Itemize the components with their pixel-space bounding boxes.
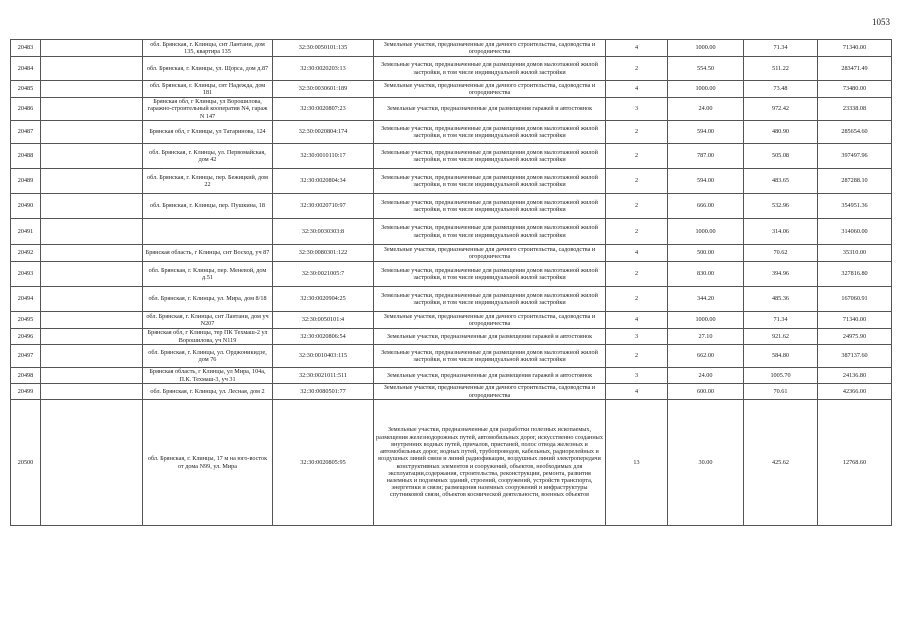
blank-cell — [41, 169, 143, 194]
cadastral-value-cell: 283471.49 — [818, 57, 892, 81]
blank-cell — [41, 194, 143, 219]
blank-cell — [41, 245, 143, 262]
cadastral-value-cell: 23338.08 — [818, 98, 892, 121]
land-use-cell: Земельные участки, предназначенные для размещения гаражей и автостоянок — [374, 98, 606, 121]
row-number: 20489 — [11, 169, 41, 194]
land-use-cell: Земельные участки, предназначенные для размещения домов малоэтажной жилой застройки, в том числе индивидуальной жилой застройки — [374, 262, 606, 287]
table-row — [11, 400, 892, 526]
group-cell: 2 — [606, 287, 668, 312]
address-cell: обл. Брянская, г. Клинцы, ул. Первомайская, дом 42 — [143, 144, 273, 169]
cadastral-value-cell: 24975.90 — [818, 329, 892, 345]
blank-cell — [41, 121, 143, 144]
area-cell: 594.00 — [668, 121, 744, 144]
row-number: 20486 — [11, 98, 41, 121]
address-cell: обл. Брянская, г. Клинцы, ул. Щорса, дом д.87 — [143, 57, 273, 81]
group-cell: 4 — [606, 81, 668, 98]
area-cell: 594.00 — [668, 169, 744, 194]
page-number: 1053 — [872, 17, 890, 27]
cadastral-number-cell: 32:30:0010110:17 — [273, 144, 374, 169]
area-cell: 1000.00 — [668, 219, 744, 245]
address-cell: обл. Брянская, г. Клинцы, снт Лантани, дом уч N207 — [143, 312, 273, 329]
address-cell: обл. Брянская, г. Клинцы, ул. Лесная, дом 2 — [143, 384, 273, 400]
specific-value-cell: 972.42 — [744, 98, 818, 121]
area-cell: 30.00 — [668, 400, 744, 526]
specific-value-cell: 1005.70 — [744, 368, 818, 384]
cadastral-number-cell: 32:30:0080301:122 — [273, 245, 374, 262]
cadastral-value-cell: 12768.60 — [818, 400, 892, 526]
group-cell: 4 — [606, 384, 668, 400]
specific-value-cell: 511.22 — [744, 57, 818, 81]
address-cell — [143, 219, 273, 245]
specific-value-cell: 480.90 — [744, 121, 818, 144]
address-cell: Брянская область, г Клинцы, снт Восход, уч 87 — [143, 245, 273, 262]
area-cell: 344.20 — [668, 287, 744, 312]
cadastral-value-table — [10, 39, 892, 526]
land-use-cell: Земельные участки, предназначенные для размещения домов малоэтажной жилой застройки, в том числе индивидуальной жилой застройки — [374, 57, 606, 81]
address-cell: обл. Брянская, г. Клинцы, ул. Мира, дом 8/18 — [143, 287, 273, 312]
specific-value-cell: 485.36 — [744, 287, 818, 312]
cadastral-number-cell: 32:30:0080501:77 — [273, 384, 374, 400]
cadastral-number-cell: 32:30:0020804:174 — [273, 121, 374, 144]
group-cell: 3 — [606, 329, 668, 345]
land-use-cell: Земельные участки, предназначенные для дачного строительства, садоводства и огородничества — [374, 40, 606, 57]
group-cell: 2 — [606, 345, 668, 368]
group-cell: 2 — [606, 144, 668, 169]
blank-cell — [41, 329, 143, 345]
specific-value-cell: 584.80 — [744, 345, 818, 368]
row-number: 20500 — [11, 400, 41, 526]
row-number: 20485 — [11, 81, 41, 98]
blank-cell — [41, 144, 143, 169]
blank-cell — [41, 312, 143, 329]
land-use-cell: Земельные участки, предназначенные для размещения домов малоэтажной жилой застройки, в том числе индивидуальной жилой застройки — [374, 287, 606, 312]
cadastral-number-cell: 32:30:0030601:189 — [273, 81, 374, 98]
area-cell: 662.00 — [668, 345, 744, 368]
specific-value-cell: 505.08 — [744, 144, 818, 169]
cadastral-value-cell: 387137.60 — [818, 345, 892, 368]
land-use-cell: Земельные участки, предназначенные для дачного строительства, садоводства и огородничества — [374, 312, 606, 329]
area-cell: 787.00 — [668, 144, 744, 169]
row-number: 20494 — [11, 287, 41, 312]
specific-value-cell: 71.34 — [744, 312, 818, 329]
group-cell: 3 — [606, 368, 668, 384]
row-number: 20495 — [11, 312, 41, 329]
blank-cell — [41, 368, 143, 384]
group-cell: 4 — [606, 40, 668, 57]
address-cell: Брянская обл, г Клинцы, ул Ворошилова, гаражно-строительный кооператив N4, гараж N 147 — [143, 98, 273, 121]
area-cell: 24.00 — [668, 98, 744, 121]
group-cell: 4 — [606, 312, 668, 329]
land-use-cell: Земельные участки, предназначенные для размещения домов малоэтажной жилой застройки, в том числе индивидуальной жилой застройки — [374, 194, 606, 219]
cadastral-value-cell: 42366.00 — [818, 384, 892, 400]
specific-value-cell: 483.65 — [744, 169, 818, 194]
row-number: 20497 — [11, 345, 41, 368]
land-use-cell: Земельные участки, предназначенные для дачного строительства, садоводства и огородничества — [374, 81, 606, 98]
cadastral-value-cell: 314060.00 — [818, 219, 892, 245]
cadastral-number-cell: 32:30:0010403:115 — [273, 345, 374, 368]
address-cell: Брянская обл, г Клинцы, ул Татаринова, 124 — [143, 121, 273, 144]
cadastral-value-cell: 24136.80 — [818, 368, 892, 384]
land-use-cell: Земельные участки, предназначенные для дачного строительства, садоводства и огородничества — [374, 384, 606, 400]
specific-value-cell: 921.62 — [744, 329, 818, 345]
row-number: 20499 — [11, 384, 41, 400]
specific-value-cell: 70.62 — [744, 245, 818, 262]
address-cell: обл. Брянская, г. Клинцы, пер. Бежицкий, дом 22 — [143, 169, 273, 194]
cadastral-value-cell: 285654.60 — [818, 121, 892, 144]
area-cell: 830.00 — [668, 262, 744, 287]
table-row — [11, 57, 892, 81]
cadastral-number-cell: 32:30:0021005:7 — [273, 262, 374, 287]
address-cell: обл. Брянская, г. Клинцы, снт Надежда, дом 181 — [143, 81, 273, 98]
land-use-cell: Земельные участки, предназначенные для размещения гаражей и автостоянок — [374, 329, 606, 345]
specific-value-cell: 425.62 — [744, 400, 818, 526]
cadastral-number-cell: 32:30:0030303:8 — [273, 219, 374, 245]
table-row — [11, 40, 892, 57]
group-cell: 3 — [606, 98, 668, 121]
cadastral-number-cell: 32:30:0020804:34 — [273, 169, 374, 194]
blank-cell — [41, 345, 143, 368]
blank-cell — [41, 262, 143, 287]
area-cell: 500.00 — [668, 245, 744, 262]
group-cell: 13 — [606, 400, 668, 526]
land-use-cell: Земельные участки, предназначенные для дачного строительства, садоводства и огородничества — [374, 245, 606, 262]
table-row — [11, 219, 892, 245]
area-cell: 554.50 — [668, 57, 744, 81]
address-cell: Брянская обл, г Клинцы, тер ПК Техмаш-2 ул Ворошилова, уч N119 — [143, 329, 273, 345]
cadastral-number-cell: 32:30:0050101:4 — [273, 312, 374, 329]
row-number: 20492 — [11, 245, 41, 262]
land-use-cell: Земельные участки, предназначенные для размещения домов малоэтажной жилой застройки, в том числе индивидуальной жилой застройки — [374, 345, 606, 368]
cadastral-number-cell: 32:30:0020904:25 — [273, 287, 374, 312]
specific-value-cell: 73.48 — [744, 81, 818, 98]
blank-cell — [41, 57, 143, 81]
cadastral-number-cell: 32:30:0020806:54 — [273, 329, 374, 345]
row-number: 20493 — [11, 262, 41, 287]
table-row — [11, 169, 892, 194]
cadastral-number-cell: 32:30:0020710:97 — [273, 194, 374, 219]
area-cell: 1000.00 — [668, 81, 744, 98]
cadastral-value-cell: 71340.00 — [818, 312, 892, 329]
cadastral-number-cell: 32:30:0021011:511 — [273, 368, 374, 384]
address-cell: обл. Брянская, г. Клинцы, ул. Орджоникидзе, дом 76 — [143, 345, 273, 368]
blank-cell — [41, 81, 143, 98]
table-row — [11, 81, 892, 98]
area-cell: 1000.00 — [668, 312, 744, 329]
cadastral-number-cell: 32:30:0020805:95 — [273, 400, 374, 526]
row-number: 20498 — [11, 368, 41, 384]
group-cell: 2 — [606, 57, 668, 81]
specific-value-cell: 314.06 — [744, 219, 818, 245]
cadastral-number-cell: 32:30:0020807:23 — [273, 98, 374, 121]
cadastral-value-cell: 354951.36 — [818, 194, 892, 219]
table-row — [11, 329, 892, 345]
row-number: 20490 — [11, 194, 41, 219]
row-number: 20483 — [11, 40, 41, 57]
address-cell: обл. Брянская, г. Клинцы, пер. Пушкина, 18 — [143, 194, 273, 219]
group-cell: 2 — [606, 219, 668, 245]
group-cell: 2 — [606, 169, 668, 194]
specific-value-cell: 70.61 — [744, 384, 818, 400]
land-use-cell: Земельные участки, предназначенные для размещения домов малоэтажной жилой застройки, в том числе индивидуальной жилой застройки — [374, 169, 606, 194]
group-cell: 2 — [606, 194, 668, 219]
land-use-cell: Земельные участки, предназначенные для размещения домов малоэтажной жилой застройки, в том числе индивидуальной жилой застройки — [374, 144, 606, 169]
blank-cell — [41, 98, 143, 121]
cadastral-number-cell: 32:30:0050101:135 — [273, 40, 374, 57]
address-cell: Брянская область, г Клинцы, ул Мира, 104а, П.К. Техмаш-3, уч 31 — [143, 368, 273, 384]
cadastral-value-cell: 71340.00 — [818, 40, 892, 57]
group-cell: 2 — [606, 121, 668, 144]
blank-cell — [41, 400, 143, 526]
cadastral-value-cell: 327816.80 — [818, 262, 892, 287]
area-cell: 24.00 — [668, 368, 744, 384]
table-row — [11, 384, 892, 400]
blank-cell — [41, 219, 143, 245]
cadastral-value-cell: 167060.91 — [818, 287, 892, 312]
table-row — [11, 345, 892, 368]
land-use-cell: Земельные участки, предназначенные для разработки полезных ископаемых, размещения железнодорожных путей, автомобильных дорог, искусственно созданных внутренних водных путей, причалов, пристаней, полос отвода железных и автомобильных дорог, водных путей, трубопроводов, кабельных, радиорелейных и воздушных линий связи и линий радиофикации, воздушных линий электропередачи конструктивных элементов и сооружений, объектов, необходимых для эксплуатации,содержания, строительства, реконструкции, ремонта, развития наземных и подземных зданий, строений, сооружений, устройств транспорта, энергетики и связи; размещения наземных сооружений и инфраструктуры спутниковой связи, объектов космической деятельности, военных объектов — [374, 400, 606, 526]
cadastral-value-cell: 73480.00 — [818, 81, 892, 98]
address-cell: обл. Брянская, г. Клинцы, пер. Меневой, дом д.51 — [143, 262, 273, 287]
area-cell: 666.00 — [668, 194, 744, 219]
specific-value-cell: 71.34 — [744, 40, 818, 57]
address-cell: обл. Брянская, г. Клинцы, 17 м на юго-восток от дома N99, ул. Мира — [143, 400, 273, 526]
blank-cell — [41, 287, 143, 312]
cadastral-value-cell: 35310.00 — [818, 245, 892, 262]
cadastral-number-cell: 32:30:0020203:13 — [273, 57, 374, 81]
row-number: 20487 — [11, 121, 41, 144]
table-row — [11, 144, 892, 169]
land-use-cell: Земельные участки, предназначенные для размещения домов малоэтажной жилой застройки, в том числе индивидуальной жилой застройки — [374, 121, 606, 144]
table-row — [11, 98, 892, 121]
table-row — [11, 287, 892, 312]
land-use-cell: Земельные участки, предназначенные для размещения домов малоэтажной жилой застройки, в том числе индивидуальной жилой застройки — [374, 219, 606, 245]
table-row — [11, 262, 892, 287]
land-use-cell: Земельные участки, предназначенные для размещения гаражей и автостоянок — [374, 368, 606, 384]
area-cell: 1000.00 — [668, 40, 744, 57]
address-cell: обл. Брянская, г. Клинцы, снт Лантани, дом 135, квартира 135 — [143, 40, 273, 57]
specific-value-cell: 394.96 — [744, 262, 818, 287]
specific-value-cell: 532.96 — [744, 194, 818, 219]
row-number: 20488 — [11, 144, 41, 169]
group-cell: 4 — [606, 245, 668, 262]
blank-cell — [41, 384, 143, 400]
table-row — [11, 368, 892, 384]
row-number: 20496 — [11, 329, 41, 345]
table-row — [11, 312, 892, 329]
cadastral-value-cell: 397497.96 — [818, 144, 892, 169]
area-cell: 27.10 — [668, 329, 744, 345]
area-cell: 600.00 — [668, 384, 744, 400]
table-row — [11, 194, 892, 219]
table-row — [11, 245, 892, 262]
table-row — [11, 121, 892, 144]
group-cell: 2 — [606, 262, 668, 287]
row-number: 20491 — [11, 219, 41, 245]
row-number: 20484 — [11, 57, 41, 81]
cadastral-value-cell: 287288.10 — [818, 169, 892, 194]
blank-cell — [41, 40, 143, 57]
